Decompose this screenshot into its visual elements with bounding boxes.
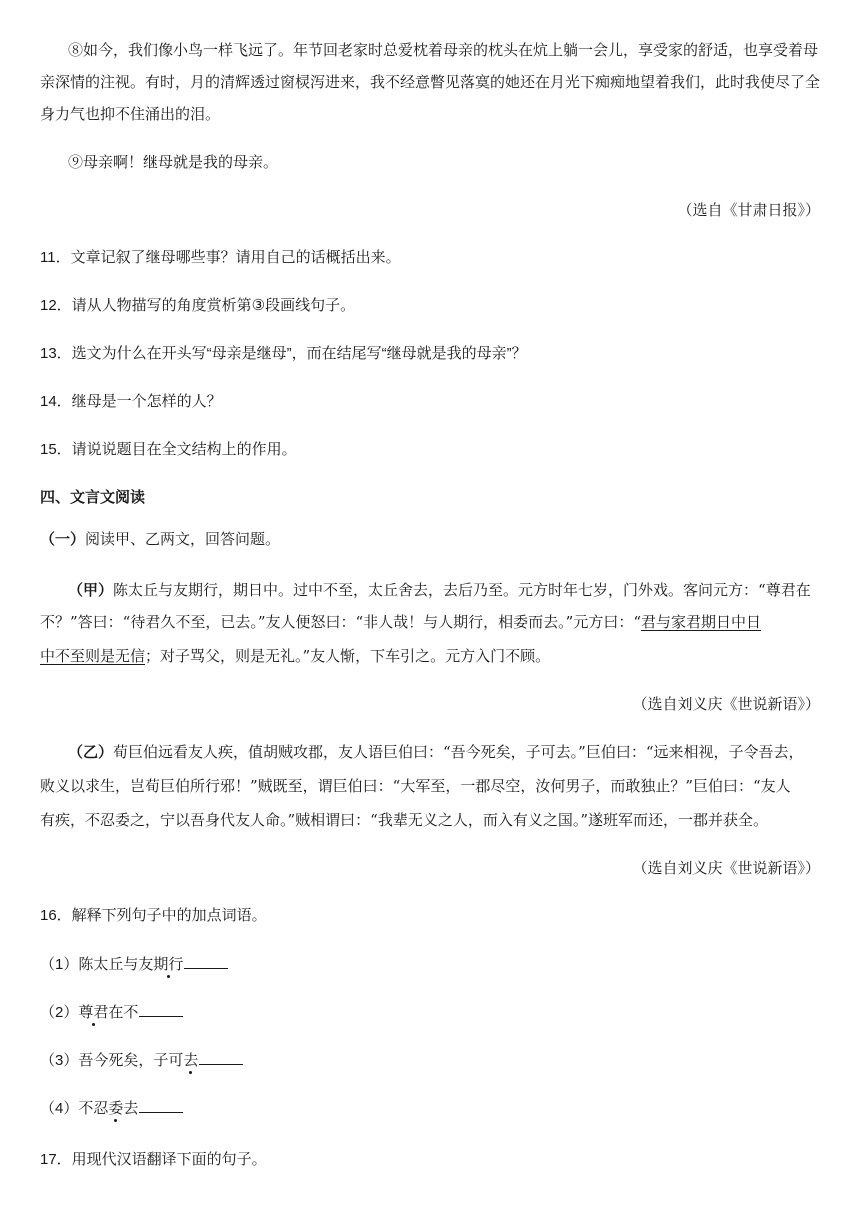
text-yi-source: （选自刘义庆《世说新语》） [632,859,820,877]
dotted-word: 尊君 [78,1004,109,1021]
answer-blank[interactable] [199,1050,243,1065]
question-16-item-4 [40,1098,830,1119]
question-16-item-2 [40,1002,830,1023]
paragraph-8-line-3: 身力气也抑不住涌出的泪。 [40,105,221,123]
text-yi-line-1-text: 荀巨伯远看友人疾，值胡贼攻郡，友人语巨伯曰：“吾今死矣，子可去。”巨伯曰：“远来相视，子令吾去， [113,743,804,761]
text-yi-line-2: 败义以求生，岂荀巨伯所行邪！”贼既至，谓巨伯曰：“大军至，一郡尽空，汝何男子，而敢独止？”巨伯曰：“友人 [40,777,791,795]
answer-blank[interactable] [139,1098,183,1113]
item-number: （3） [40,1052,79,1069]
question-17: 17．用现代汉语翻译下面的句子。 [40,1151,267,1168]
text-jia-label: （甲） [68,581,114,599]
item-text: 不忍 [78,1100,109,1117]
question-16-item-3 [40,1050,830,1071]
item-text-post: 去 [123,1100,139,1117]
paragraph-9: ⑨母亲啊！继母就是我的母亲。 [68,153,279,171]
text-jia-line-3-text: ；对子骂父，则是无礼。”友人惭，下车引之。元方入门不顾。 [145,647,551,665]
item-number: （1） [40,956,79,973]
question-15: 15．请说说题目在全文结构上的作用。 [40,441,297,458]
source-citation: （选自《甘肃日报》） [677,201,820,219]
item-text: 陈太丘与友 [78,956,154,973]
text-yi-line-3: 有疾，不忍委之，宁以吾身代友人命。”贼相谓曰：“我辈无义之人，而入有义之国。”遂班军而还，一郡并获全。 [40,811,769,829]
text-jia-source: （选自刘义庆《世说新语》） [632,695,820,713]
item-number: （4） [40,1100,79,1117]
subsection-text: 阅读甲、乙两文，回答问题。 [85,531,281,548]
text-jia-line-1-text: 陈太丘与友期行，期日中。过中不至，太丘舍去，去后乃至。元方时年七岁，门外戏。客问元方：“尊君在 [113,581,811,599]
text-yi-line-1 [68,742,830,762]
section-title: 四、文言文阅读 [40,489,146,506]
text-jia-line-1 [68,580,830,600]
underlined-sentence-part-1: 君与家君期日中日 [641,613,762,631]
subsection-heading [40,530,830,550]
dotted-word: 去 [183,1052,199,1069]
question-12: 12．请从人物描写的角度赏析第③段画线句子。 [40,297,356,314]
underlined-sentence-part-2: 中不至则是无信 [40,647,146,665]
text-jia-line-2 [40,612,830,632]
question-16: 16．解释下列句子中的加点词语。 [40,907,267,924]
item-text: 吾今死矣，子可 [78,1052,184,1069]
item-number: （2） [40,1004,79,1021]
question-14: 14．继母是一个怎样的人？ [40,393,222,410]
question-13: 13．选文为什么在开头写“母亲是继母”，而在结尾写“继母就是我的母亲”？ [40,345,527,362]
dotted-word: 委 [108,1100,124,1117]
question-16-item-1 [40,954,830,975]
item-text-post: 在不 [108,1004,139,1021]
paragraph-8-line-2: 亲深情的注视。有时，月的清辉透过窗棂泻进来，我不经意瞥见落寞的她还在月光下痴痴地望着我们，此时我使尽了全 [40,73,821,91]
subsection-label: （一） [40,531,86,548]
text-jia-line-3 [40,646,830,666]
text-yi-label: （乙） [68,743,114,761]
answer-blank[interactable] [184,954,228,969]
text-jia-line-2-text: 不？”答曰：“待君久不至，已去。”友人便怒曰：“非人哉！与人期行，相委而去。”元方曰：“ [40,613,642,631]
answer-blank[interactable] [139,1002,183,1017]
dotted-word: 期行 [153,956,184,973]
paragraph-8-line-1: ⑧如今，我们像小鸟一样飞远了。年节回老家时总爱枕着母亲的枕头在炕上躺一会儿，享受家的舒适，也享受着母 [68,41,819,59]
question-11: 11．文章记叙了继母哪些事？请用自己的话概括出来。 [40,249,401,266]
